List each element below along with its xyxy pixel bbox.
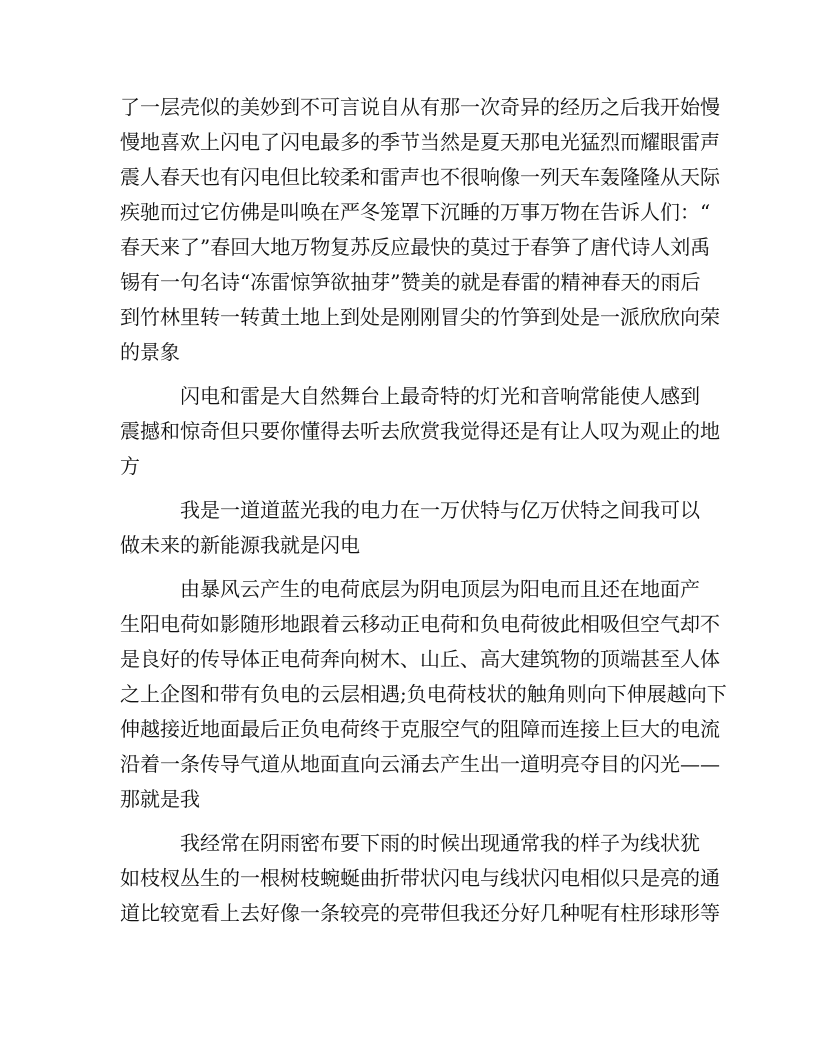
text-line: 伸越接近地面最后正负电荷终于克服空气的阻障而连接上巨大的电流 xyxy=(120,717,720,741)
text-line: 慢地喜欢上闪电了闪电最多的季节当然是夏天那电光猛烈而耀眼雷声 xyxy=(120,130,720,154)
text-line: 闪电和雷是大自然舞台上最奇特的灯光和音响常能使人感到 xyxy=(180,384,700,408)
text-line: 方 xyxy=(120,454,140,478)
text-line: 道比较宽看上去好像一条较亮的亮带但我还分好几种呢有柱形球形等 xyxy=(120,901,720,925)
text-line: 春天来了”春回大地万物复苏反应最快的莫过于春笋了唐代诗人刘禹 xyxy=(120,235,711,259)
text-line: 那就是我 xyxy=(120,787,200,811)
text-line: 做未来的新能源我就是闪电 xyxy=(120,533,360,557)
text-line: 我经常在阴雨密布要下雨的时候出现通常我的样子为线状犹 xyxy=(180,831,700,855)
text-line: 之上企图和带有负电的云层相遇;负电荷枝状的触角则向下伸展越向下 xyxy=(120,682,727,706)
text-line: 震人春天也有闪电但比较柔和雷声也不很响像一列天车轰隆隆从天际 xyxy=(120,165,720,189)
text-line: 由暴风云产生的电荷底层为阴电顶层为阳电而且还在地面产 xyxy=(180,577,700,601)
text-line: 是良好的传导体正电荷奔向树木、山丘、高大建筑物的顶端甚至人体 xyxy=(120,647,720,671)
text-line: 到竹林里转一转黄土地上到处是刚刚冒尖的竹笋到处是一派欣欣向荣 xyxy=(120,305,720,329)
text-line: 沿着一条传导气道从地面直向云涌去产生出一道明亮夺目的闪光—— xyxy=(120,752,720,776)
text-line: 如枝杈丛生的一根树枝蜿蜒曲折带状闪电与线状闪电相似只是亮的通 xyxy=(120,866,720,890)
text-line: 锡有一句名诗“冻雷惊笋欲抽芽”赞美的就是春雷的精神春天的雨后 xyxy=(120,270,701,294)
text-line: 了一层壳似的美妙到不可言说自从有那一次奇异的经历之后我开始慢 xyxy=(120,95,720,119)
text-line: 的景象 xyxy=(120,340,180,364)
text-line: 疾驰而过它仿佛是叫唤在严冬笼罩下沉睡的万事万物在告诉人们：“ xyxy=(120,200,711,224)
text-line: 生阳电荷如影随形地跟着云移动正电荷和负电荷彼此相吸但空气却不 xyxy=(120,612,720,636)
text-line: 我是一道道蓝光我的电力在一万伏特与亿万伏特之间我可以 xyxy=(180,498,700,522)
text-line: 震撼和惊奇但只要你懂得去听去欣赏我觉得还是有让人叹为观止的地 xyxy=(120,419,720,443)
